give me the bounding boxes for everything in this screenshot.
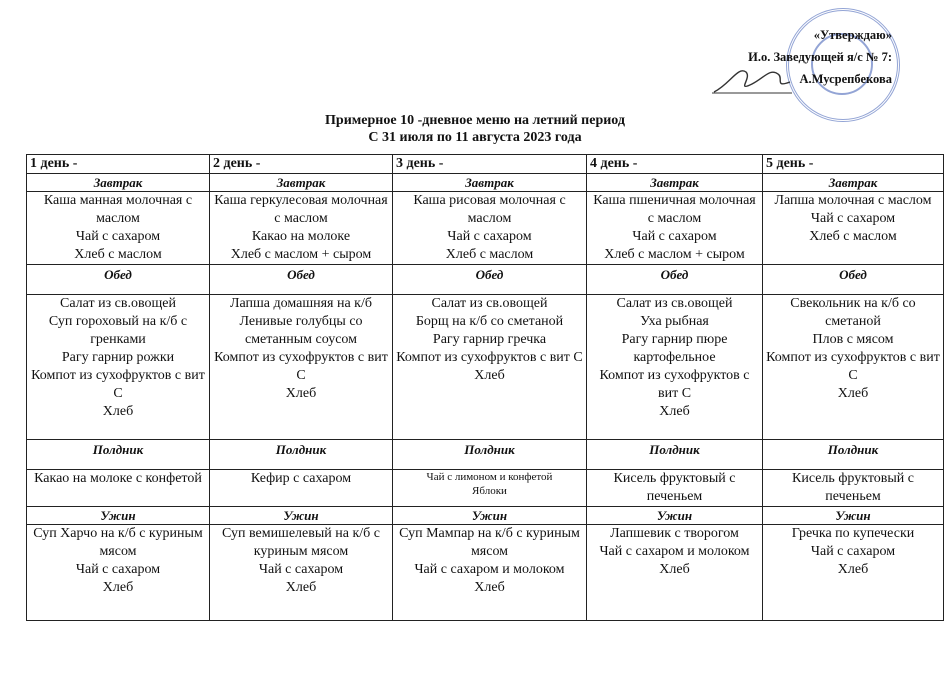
dinner-label: Ужин bbox=[763, 507, 944, 525]
menu-item: Каша рисовая молочная с маслом bbox=[413, 193, 566, 226]
lunch-label: Обед bbox=[393, 265, 587, 295]
menu-item: Чай с сахаром и молоком bbox=[599, 544, 750, 559]
snack-day-1 bbox=[27, 470, 210, 507]
menu-item: Компот из сухофруктов с вит С bbox=[599, 368, 750, 401]
dinner-day-3 bbox=[393, 525, 587, 621]
menu-item: Хлеб с маслом bbox=[74, 247, 162, 262]
lunch-day-5 bbox=[763, 295, 944, 440]
snack-label: Полдник bbox=[763, 440, 944, 470]
breakfast-label: Завтрак bbox=[27, 174, 210, 192]
approval-block bbox=[748, 24, 892, 90]
menu-item: Хлеб bbox=[102, 404, 134, 419]
menu-item: Суп гороховый на к/б с гренками bbox=[48, 314, 188, 347]
menu-item: Борщ на к/б со сметаной bbox=[415, 314, 564, 329]
snack-day-3 bbox=[393, 470, 587, 507]
menu-item: Чай с сахаром bbox=[258, 562, 344, 577]
day-header-2: 2 день - bbox=[210, 155, 393, 174]
dinner-label: Ужин bbox=[210, 507, 393, 525]
dinner-label: Ужин bbox=[393, 507, 587, 525]
menu-item: Чай с сахаром и молоком bbox=[414, 562, 565, 577]
menu-item: Хлеб с маслом + сыром bbox=[604, 247, 745, 262]
breakfast-label: Завтрак bbox=[587, 174, 763, 192]
breakfast-day-3 bbox=[393, 192, 587, 265]
breakfast-label: Завтрак bbox=[763, 174, 944, 192]
dinner-items-row bbox=[27, 525, 944, 621]
day-header-row bbox=[27, 155, 944, 174]
snack-label: Полдник bbox=[393, 440, 587, 470]
lunch-day-3 bbox=[393, 295, 587, 440]
menu-item: Хлеб bbox=[659, 404, 690, 419]
snack-items-row bbox=[27, 470, 944, 507]
breakfast-day-1 bbox=[27, 192, 210, 265]
menu-item: Гречка по купечески bbox=[791, 526, 915, 541]
menu-item: Хлеб с маслом bbox=[445, 247, 534, 262]
snack-day-4 bbox=[587, 470, 763, 507]
menu-item: Компот из сухофруктов с вит С bbox=[396, 350, 583, 365]
menu-item: Какао на молоке bbox=[251, 229, 351, 244]
snack-label: Полдник bbox=[27, 440, 210, 470]
dinner-label: Ужин bbox=[587, 507, 763, 525]
menu-item: Компот из сухофруктов с вит С bbox=[214, 350, 388, 383]
dinner-day-2 bbox=[210, 525, 393, 621]
title-line-2: С 31 июля по 11 августа 2023 года bbox=[368, 130, 582, 145]
lunch-day-1 bbox=[27, 295, 210, 440]
menu-item: Чай с сахаром bbox=[75, 229, 161, 244]
menu-item: Суп вемишелевый на к/б с куриным мясом bbox=[221, 526, 380, 559]
lunch-day-2 bbox=[210, 295, 393, 440]
menu-item: Хлеб с маслом bbox=[809, 229, 897, 244]
menu-item: Чай с лимоном и конфетой bbox=[426, 471, 553, 483]
menu-item: Хлеб bbox=[474, 368, 505, 383]
dinner-label-row bbox=[27, 507, 944, 525]
document-title bbox=[0, 112, 950, 146]
lunch-label-row bbox=[27, 265, 944, 295]
menu-item: Чай с сахаром bbox=[810, 544, 896, 559]
breakfast-day-5 bbox=[763, 192, 944, 265]
menu-item: Рагу гарнир гречка bbox=[432, 332, 547, 347]
dinner-label: Ужин bbox=[27, 507, 210, 525]
menu-item: Чай с сахаром bbox=[447, 229, 532, 244]
menu-item: Суп Мампар на к/б с куриным мясом bbox=[399, 526, 580, 559]
menu-item: Суп Харчо на к/б с куриным мясом bbox=[33, 526, 203, 559]
menu-item: Хлеб bbox=[285, 580, 317, 595]
breakfast-label-row bbox=[27, 174, 944, 192]
menu-item: Чай с сахаром bbox=[632, 229, 717, 244]
menu-item: Хлеб bbox=[659, 562, 690, 577]
lunch-label: Обед bbox=[763, 265, 944, 295]
menu-item: Свекольник на к/б со сметаной bbox=[790, 296, 916, 329]
menu-item: Каша пшеничная молочная с маслом bbox=[593, 193, 756, 226]
menu-item: Чай с сахаром bbox=[810, 211, 896, 226]
menu-item: Хлеб bbox=[474, 580, 505, 595]
approval-heading: «Утверждаю» bbox=[813, 28, 892, 42]
menu-item: Компот из сухофруктов с вит С bbox=[766, 350, 940, 383]
menu-item: Плов с мясом bbox=[812, 332, 894, 347]
menu-item: Кефир с сахаром bbox=[250, 471, 352, 486]
menu-item: Хлеб с маслом + сыром bbox=[230, 247, 372, 262]
menu-item: Хлеб bbox=[102, 580, 134, 595]
menu-item: Кисель фруктовый с печеньем bbox=[792, 471, 914, 504]
snack-label: Полдник bbox=[210, 440, 393, 470]
lunch-label: Обед bbox=[27, 265, 210, 295]
breakfast-day-2 bbox=[210, 192, 393, 265]
menu-item: Рагу гарнир пюре картофельное bbox=[621, 332, 728, 365]
breakfast-label: Завтрак bbox=[210, 174, 393, 192]
approval-position: И.о. Заведующей я/с № 7: bbox=[748, 50, 892, 64]
breakfast-items-row bbox=[27, 192, 944, 265]
snack-label: Полдник bbox=[587, 440, 763, 470]
menu-item: Лапшевик с творогом bbox=[610, 526, 739, 541]
lunch-label: Обед bbox=[210, 265, 393, 295]
approval-signatory: А.Мусрепбекова bbox=[799, 72, 892, 86]
menu-item: Яблоки bbox=[472, 485, 507, 497]
menu-item: Каша манная молочная с маслом bbox=[43, 193, 193, 226]
snack-label-row bbox=[27, 440, 944, 470]
lunch-day-4 bbox=[587, 295, 763, 440]
menu-item: Салат из св.овощей bbox=[616, 296, 733, 311]
day-header-3: 3 день - bbox=[393, 155, 587, 174]
menu-item: Какао на молоке с конфетой bbox=[34, 471, 202, 486]
menu-item: Уха рыбная bbox=[640, 314, 709, 329]
snack-day-2 bbox=[210, 470, 393, 507]
lunch-label: Обед bbox=[587, 265, 763, 295]
menu-item: Кисель фруктовый с печеньем bbox=[613, 471, 736, 504]
day-header-5: 5 день - bbox=[763, 155, 944, 174]
menu-item: Чай с сахаром bbox=[75, 562, 161, 577]
lunch-items-row bbox=[27, 295, 944, 440]
menu-table bbox=[26, 154, 944, 621]
breakfast-label: Завтрак bbox=[393, 174, 587, 192]
breakfast-day-4 bbox=[587, 192, 763, 265]
menu-item: Хлеб bbox=[837, 386, 869, 401]
menu-item: Лапша домашняя на к/б bbox=[229, 296, 373, 311]
menu-item: Салат из св.овощей bbox=[60, 296, 176, 311]
dinner-day-1 bbox=[27, 525, 210, 621]
menu-item: Рагу гарнир рожки bbox=[61, 350, 175, 365]
title-line-1: Примерное 10 -дневное меню на летний период bbox=[325, 113, 625, 128]
menu-item: Хлеб bbox=[837, 562, 869, 577]
menu-item: Салат из св.овощей bbox=[431, 296, 548, 311]
dinner-day-4 bbox=[587, 525, 763, 621]
menu-item: Лапша молочная с маслом bbox=[774, 193, 932, 208]
day-header-1: 1 день - bbox=[27, 155, 210, 174]
menu-item: Хлеб bbox=[285, 386, 317, 401]
menu-item: Ленивые голубцы со сметанным соусом bbox=[239, 314, 363, 347]
menu-item: Компот из сухофруктов с вит С bbox=[31, 368, 205, 401]
dinner-day-5 bbox=[763, 525, 944, 621]
day-header-4: 4 день - bbox=[587, 155, 763, 174]
menu-item: Каша геркулесовая молочная с маслом bbox=[214, 193, 388, 226]
snack-day-5 bbox=[763, 470, 944, 507]
